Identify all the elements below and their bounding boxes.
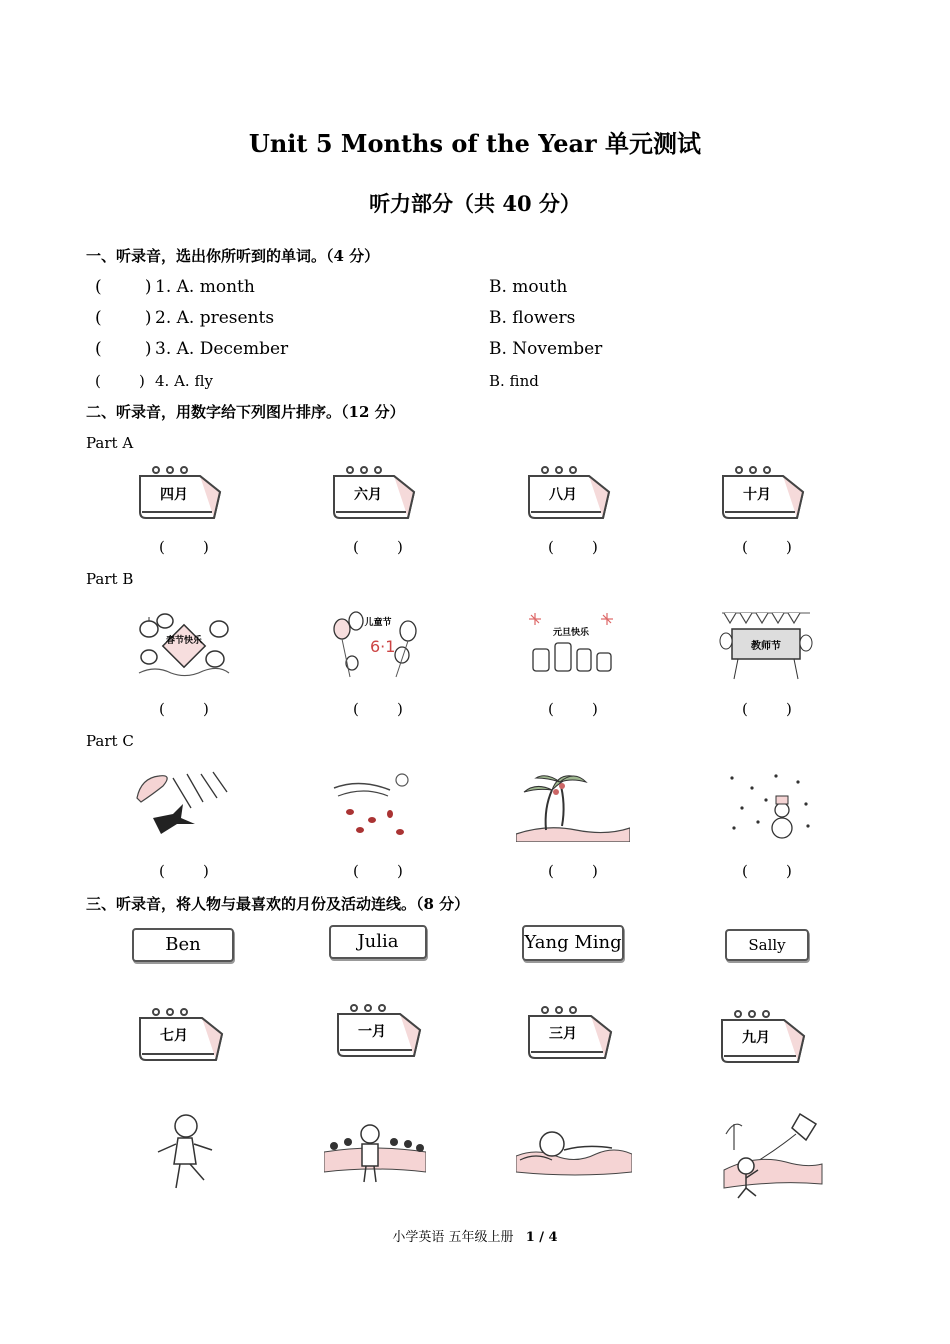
calendar-august-label: 八月 [549,487,577,503]
new-year-picture [527,607,619,681]
calendar-march-icon [527,1002,617,1066]
part-c-label: Part C [86,732,134,750]
calendar-october-label: 十月 [743,487,771,503]
name-card-ben: Ben [132,928,234,962]
part-a-blank-3: ( ) [548,538,598,556]
calendar-march-label: 三月 [549,1026,577,1042]
spring-swallow-picture [133,768,231,842]
part-b-blank-1: ( ) [159,700,209,718]
spring-festival-caption: 春节快乐 [165,636,203,646]
q1-paren: ( ) [95,277,152,297]
part-b-blank-3: ( ) [548,700,598,718]
q4-option-a: 4. A. fly [155,372,213,390]
calendar-august-icon [527,462,615,526]
q4-paren: ( ) [95,372,145,390]
autumn-leaves-picture [330,768,422,842]
childrens-day-caption: 儿童节 [364,618,392,628]
part-c-blank-2: ( ) [353,862,403,880]
page-title: Unit 5 Months of the Year 单元测试 [248,129,702,158]
part-c-blank-1: ( ) [159,862,209,880]
q2-option-a: 2. A. presents [155,308,275,328]
part-b-blank-4: ( ) [742,700,792,718]
part-c-blank-4: ( ) [742,862,792,880]
summer-beach-picture [516,768,630,842]
section3-heading: 三、听录音，将人物与最喜欢的月份及活动连线。（8 分） [86,895,470,913]
calendar-april-icon [138,462,226,526]
calendar-april-label: 四月 [160,487,188,503]
q2-paren: ( ) [95,308,152,328]
name-card-julia: Julia [329,925,427,959]
calendar-january-icon [336,1000,426,1064]
part-a-blank-4: ( ) [742,538,792,556]
q1-option-b: B. mouth [489,277,568,297]
teachers-day-picture [718,605,814,683]
section2-heading: 二、听录音，用数字给下列图片排序。（12 分） [86,403,405,421]
q3-paren: ( ) [95,339,152,359]
part-a-blank-1: ( ) [159,538,209,556]
calendar-january-label: 一月 [358,1024,386,1040]
q3-option-a: 3. A. December [155,339,289,359]
calendar-september-label: 九月 [742,1030,770,1046]
q1-option-a: 1. A. month [155,277,255,297]
new-year-caption: 元旦快乐 [552,628,590,638]
childrens-day-picture [330,607,422,681]
name-card-sally: Sally [725,929,809,961]
winter-snowman-picture [722,768,814,842]
boy-swimming-picture [516,1126,632,1178]
part-a-blank-2: ( ) [353,538,403,556]
boy-running-picture [150,1110,222,1194]
boy-flowers-picture [324,1122,426,1184]
q2-option-b: B. flowers [489,308,576,328]
svg-text:6·1: 6·1 [370,637,396,656]
calendar-july-label: 七月 [160,1028,188,1044]
name-card-yang-ming: Yang Ming [522,925,624,961]
q4-option-b: B. find [489,372,539,390]
part-a-label: Part A [86,434,134,452]
footer-text: 小学英语 五年级上册 [392,1230,514,1245]
calendar-september-icon [720,1006,810,1070]
calendar-june-label: 六月 [354,487,382,503]
part-b-blank-2: ( ) [353,700,403,718]
spring-festival-picture [135,607,231,681]
section1-heading: 一、听录音，选出你所听到的单词。（4 分） [86,247,380,265]
q3-option-b: B. November [489,339,603,359]
page-footer [0,1226,950,1245]
section-subtitle: 听力部分（共 40 分） [369,191,581,216]
part-c-blank-3: ( ) [548,862,598,880]
calendar-july-icon [138,1004,228,1068]
boy-kite-picture [716,1110,824,1200]
teachers-day-caption: 教师节 [751,641,781,652]
calendar-june-icon [332,462,420,526]
part-b-label: Part B [86,570,134,588]
page-number: 1 / 4 [525,1230,558,1245]
calendar-october-icon [721,462,809,526]
